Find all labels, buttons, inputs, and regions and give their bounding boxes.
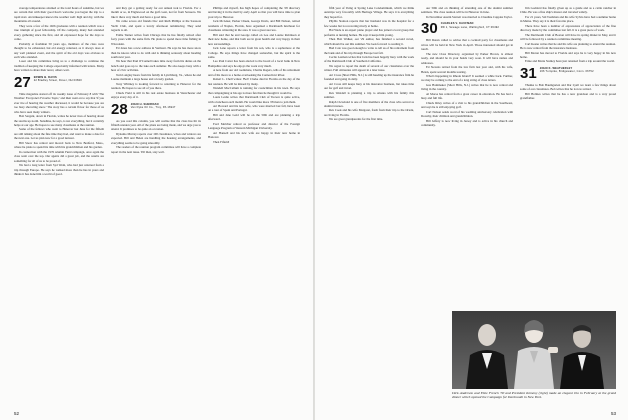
paragraph: Ford Melcher retired as professor and director of the Foreign Language Program at Western Michigan University. — [208, 121, 300, 131]
paragraph: our 50th and on thinking of attending one of the alumni summer seminars. The class reunion will be in Hanover in June. — [421, 6, 513, 15]
paragraph: Wendell MacCallum is running for councilman in his town. He says that campaigning at his age is more fun than he thought it would be. — [208, 86, 300, 95]
secretary-address: 22 Bradley Street, Dover, NH 03820 — [33, 79, 82, 83]
photo-image — [452, 311, 616, 389]
paragraph: Leo Paul Carter has been elected to the board of a local bank in New Hampshire and says he enjoys the work very much. — [208, 59, 300, 68]
paragraph: Ralph Cleveland is one of five members of the class who served as alumni trustees. — [324, 99, 414, 108]
paragraph: Tom Langley hears from his family in Lynchburg, Va., where he and Louise maintain a large house and a lovely garden. — [111, 72, 201, 82]
paragraph: The new Class Directory, organized by Parker Brown, is almost ready, and should be in your hands very soon. It will have names and addresses. — [421, 51, 513, 65]
paragraph: We are great grandparents for the first time. — [329, 117, 384, 122]
secretary-name: JOHN H. SHERIDAN — [130, 102, 159, 106]
paragraph: Ed Stevens retired from the law firm last year and, with his wife, Helen, spent several months touring. — [421, 65, 513, 74]
secretary-name: JOHN K. WEATHERLEY — [539, 66, 573, 70]
paragraph: In November Austin Starrett was married to Claudine Cupples Taylor. — [426, 14, 513, 19]
class-year: 31 — [520, 64, 537, 82]
class-header — [520, 64, 616, 82]
paragraph: Bill Snow has retired and moved back to New Bedford, Mass., where he plans to spend his time with his grandchildren and his garden. — [14, 140, 104, 150]
class-secretary — [34, 76, 82, 83]
secretary-name: CHARLES V. KAUFMAN — [440, 22, 474, 26]
paragraph: Chuck Field is still in his real estate business in Westchester and enjoys every day of it. — [111, 90, 201, 100]
column-6 — [520, 6, 616, 306]
class-secretary — [441, 22, 499, 29]
paragraph: Eddie Tanner writes from Chicago that he has finally retired after forty years with the same firm. He plans to spend more time fishing in Wisconsin. — [111, 32, 201, 46]
secretary-name: EDWIN B. DAVIS — [33, 75, 57, 79]
paragraph: Thanks to Bob Baumgarten and Dar Lyall we learn a few things about some of our classmates. Bob writes that he is now retired. — [520, 82, 616, 92]
paragraph: For 21 years, Sid Toubman and his wife Sylvia have had a summer home in Maine. They say it is their favorite place. — [520, 14, 616, 24]
paragraph: We came across old friends Doc and Ruth Phillips at the Sarasota Yacht Club, and spent a lovely afternoon reminiscing. They send regards to all. — [111, 19, 201, 33]
paragraph: As you read this column, you will realize that the class has hit its fiftieth reunion year. All of the plans are being made, and we urge you to attend. It promises to be quite an occasion. — [111, 118, 201, 132]
paragraph: average temperatures attained or the total hours of sunshine, but we are certain that with their good host's welcome you began the trip to a rapid start. An innkeeper knows the weather well: high and dry, with the mountains all around. — [14, 6, 104, 24]
photo-caption: Dick Anderson and Elsie French '30 and President Kemeny (right) made an elegant trio in February at the grand dinner which opened the Campaign for Dartmouth in New York. — [452, 391, 616, 400]
paragraph: What's happening in Rhode Island? It seemed a while back. Further, we may be coming to the end of a long string of class letters. — [421, 73, 513, 83]
class-year: 27 — [14, 73, 31, 91]
paragraph: The readers of the reunion program committee will have a complete report in the next issue. Till then, stay well. — [111, 145, 201, 154]
column-3 — [208, 6, 300, 144]
paragraph: There have been a number of expressions of appreciation of the fine directory made by the committee last fall. It is a great piece of work. — [520, 23, 616, 33]
class-header — [111, 100, 201, 118]
secretary-address: RD 1, Sewage Lane, Wallingford, CT 06492 — [440, 25, 500, 29]
paragraph: We hear that Paul O'Connell takes time away from his duties on the bench and goes up to the lake each summer. He also keeps busy with a host of civic activities. — [111, 59, 201, 73]
paragraph: Gus Hammaker (Short Hills, N.J.) writes that he is now retired and living in the country. — [421, 82, 513, 92]
paragraph: Cecile Lasman writes that Jack has been happily busy with the work of the Dartmouth Club of Southern California. — [324, 54, 414, 64]
class-secretary — [131, 103, 176, 110]
class-year: 28 — [111, 100, 128, 118]
page-number-right: 53 — [610, 411, 616, 416]
paragraph: Robert L. Chell writes: 'Bob' Clarke died in Florida on the day of the last reunion. He will be missed by many. — [208, 77, 300, 86]
paragraph: Ernie and Marie Stanley have just returned from a trip around the world. — [525, 59, 615, 64]
paragraph: Then Bob Walker, our '29 author, has finished a second novel, which should be out this summer. We look forward to reading it. — [324, 37, 414, 46]
paragraph: Then Fifield! — [213, 139, 230, 144]
paragraph: Jim Goddard has finally given up as a guide and as a cattle rancher in Chile. He was a fine ship's master and traveled widely. — [520, 6, 616, 15]
page-gutter — [313, 0, 315, 420]
paragraph: Carl Nelson sends word of his wedding anniversary celebration with Dorothy, their children and grandchildren. — [421, 109, 513, 119]
paragraph: Bill Jeffery is now living in Jersey and is active in his church and community. — [421, 118, 513, 127]
paragraph: Jack Lane reports a letter from his son, who is a sophomore at the College. He says things have changed somewhat, but the spirit is the same. — [208, 46, 300, 59]
paragraph: We regret to report the death of several of our classmates over the winter. Full obituaries will appear in a later issue. — [324, 63, 414, 73]
paragraph: Bill said that he and George called on Lee and Louise Robinson at their new home, and that both are in great health and very happy in their new surroundings. — [208, 32, 300, 46]
paragraph: Carl Keene writes that he and his wife are planning to attend the reunion. He is now retired from the insurance business. — [520, 41, 616, 51]
paragraph: Louis Leslie writes that Dartmouth Club of Tucson is quite active, with a luncheon each month. He would like more '28 men to join them. — [208, 95, 300, 104]
paragraph: Bill Duran called to advise that a cocktail party for classmates and wives will be held in New York in April. Those interested should get in touch. — [421, 38, 513, 52]
paragraph: Dynamo Murray reports over 100 classmates, wives and widows are expected. Bill and Helen are handling the housing arrangements, and everything seems to be going smoothly. — [111, 131, 201, 145]
column-1 — [14, 6, 104, 176]
paragraph: Jack McAleer, Parker Cheek, George Davis, and Bill Nelson, retired residents of Naples, Florida, have organized a Dartmouth luncheon for classmates wintering in the area. It was a great success. — [208, 19, 300, 33]
paragraph: Probably at freshman 50 years ago, members of the class were thought to be exhausted, but old energy returned, as it always does at any well planned event, and the spirit of the old days was obvious to each who attended. — [14, 41, 104, 59]
paragraph: Hal Wade is an expert piano player and has joined a local group that performs at nursing homes. He says it keeps him young. — [324, 28, 414, 37]
paragraph: Al Morse has retired from a great career in education. He has had a busy and full life. — [421, 91, 513, 101]
paragraph: Ed Jones has a new address in Vermont. He says he has more snow than he knows what to do with and is thinking seriously about heading south next year. — [111, 46, 201, 59]
paragraph: Art Hansell and his new wife are happy in their new home in Hanover. — [208, 130, 300, 140]
page-number-left: 52 — [14, 411, 20, 416]
paragraph: Rex Wendell is planning a trip to Alaska with his family this summer. — [324, 90, 414, 100]
paragraph: fifth year of living at Spring Lake Condominium, which we think outstrips very favorably with Heritage Village. He says it is everything they hoped for. — [324, 6, 414, 19]
paragraph: Bill Holmes writes that he has a new grandson and is a very proud grandfather. — [520, 91, 616, 101]
column-4 — [324, 6, 414, 122]
paragraph: and they get a getting ready for our annual trek to Florida. For a month or so, in Englewood on the gulf coast, not far from Sarasota. We like it there very much and have a good time. — [111, 6, 201, 19]
paragraph: We had a long letter from Syd Wein, who had just returned from a trip through Europe. He says he walked more than he has in years and thinks it has done him a world of good. — [14, 163, 104, 176]
paragraph: Art Cross still keeps busy at his insurance business, but takes time out for golf and travel. — [324, 81, 414, 91]
class-header — [14, 73, 104, 91]
paragraph: Chuck Riley writes of a visit to his grandchildren in the Southwest, and says he is still enjoying golf. — [421, 100, 513, 110]
paragraph: Bill Moran has moved to Florida and says he is very happy in his new home. — [520, 50, 616, 59]
paragraph: Art Cross (Short Hills, N.J.) is still heading up the insurance firm he founded and going in daily. — [324, 72, 414, 82]
column-2 — [111, 6, 201, 154]
group-photo — [452, 311, 616, 389]
paragraph: A note from our old roommate, Charlie Rogers, tells of his retirement and of his move to a home overlooking the Connecticut River. — [208, 68, 300, 77]
paragraph: In connection with the 1976 Alumni Fund campaign, once again the class went over the top. Our agents did a great job, and the results are something for all of us to be proud of. — [14, 149, 104, 163]
paragraph: Bob Sargent, down in Florida, writes he never tires of hearing about the storms up north. Sunshine, he says, is not everything, but it certainly helps at our age. He hopes to see many classmates at the reunion. — [14, 114, 104, 127]
paragraph: Phyllis Stanton reports that her husband was in the hospital for a few weeks but is recovering nicely at home. — [324, 19, 414, 28]
paragraph: Phillips and myself, has high hopes of completing the '28 directory and having it in the mail by early April so that you will have time to plan your trip to Hanover. — [208, 6, 300, 19]
class-year: 30 — [421, 20, 438, 38]
paragraph: Rex Cook and his wife Margaret, fresh from their trip to the Orient, are living in Florida. — [324, 108, 414, 117]
secretary-address: 166 Turnpike, Bridgewater, Conn. 06752 — [539, 70, 594, 74]
column-5 — [421, 6, 513, 127]
paragraph: They were a few of the 1926 graduates with a reunion which was a true triumph of good fellowship. Of the company, many had attended every gathering since the first, and all expressed hope for the days to come. — [14, 23, 104, 42]
paragraph: Time magazine started off its weekly issue of February 8 with 'The Weather: Everyone's Favorite Topic,' and then went on to say that 'if you ever tire of hearing the weather discussed, it would be because you are too busy shoveling snow.' The story has a certain flavor for those of us who have seen many winters. — [14, 91, 104, 114]
paragraph: Loser and his committee bring us to a challenge to continue the tradition of keeping the College expectantly informed with letters. Many have written to share their news; others wait. — [14, 59, 104, 73]
paragraph: The Dartmouth Club of Boston will have its spring dinner in May, and it will be followed by a reunion committee meeting. — [520, 32, 616, 42]
class-secretary — [540, 67, 594, 74]
paragraph: Bud Cole was good enough to write to tell us of his retirement from the bank and of his trip through Europe last fall. — [324, 46, 414, 55]
paragraph: Bill and Jane Gold will be on the 50th and are planning a trip afterward. — [208, 112, 300, 122]
paragraph: Tony Whitney is looking forward to returning to Hanover for the reunion. He hopes to see all of you there. — [111, 81, 201, 91]
class-header — [421, 22, 513, 36]
paragraph: Art Howard and his new wife, who were married last fall, have been on a tour of Spain and Portugal. — [208, 103, 300, 113]
paragraph: Some of the fellows who went to Hanover last June for the fiftieth are still talking about the fine time they had, and want to make a date for the next one. Let us plan now for a good turnout. — [14, 127, 104, 141]
secretary-address: Van Dyke Oil Co., Troy, PA 16947 — [130, 105, 176, 109]
